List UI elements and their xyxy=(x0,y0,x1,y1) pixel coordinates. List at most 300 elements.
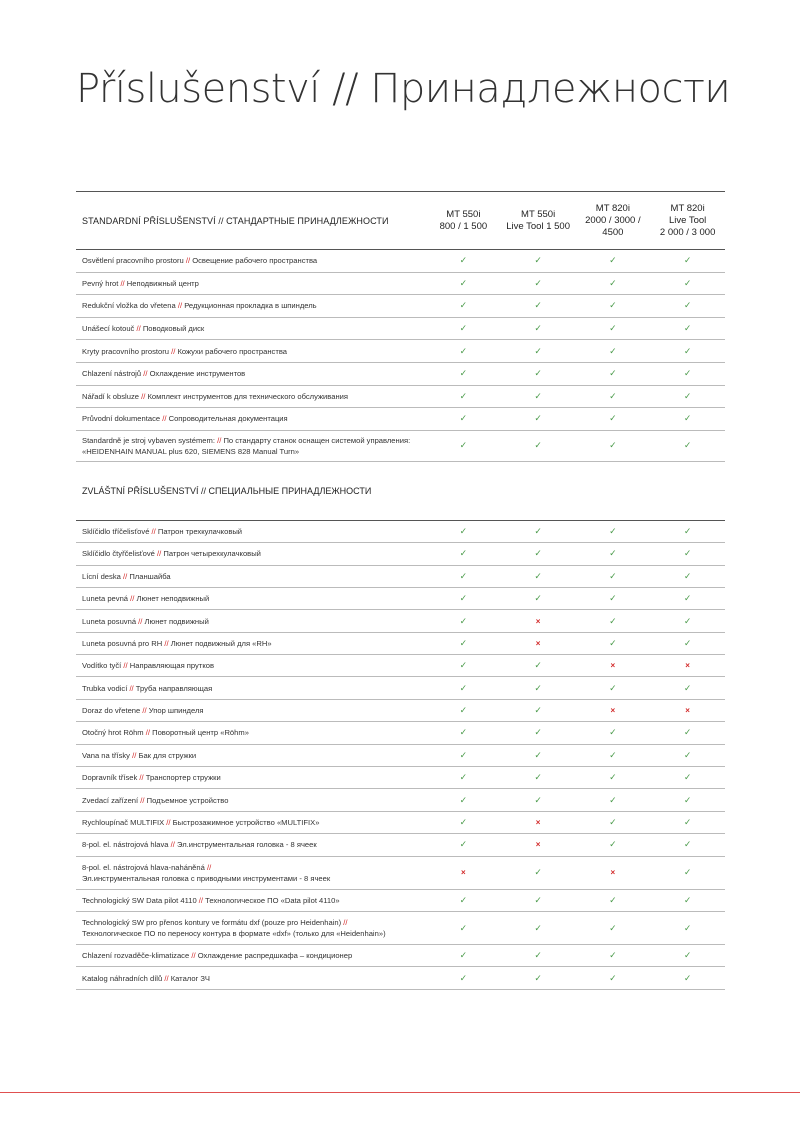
label-separator: // xyxy=(206,862,212,872)
cross-icon: × xyxy=(535,818,541,828)
availability-cell xyxy=(650,632,725,654)
availability-cell xyxy=(426,767,501,789)
page-bottom-rule xyxy=(0,1092,800,1093)
check-icon: ✓ xyxy=(609,345,617,356)
check-icon: ✓ xyxy=(683,300,692,311)
check-icon: ✓ xyxy=(609,368,617,379)
accessory-label xyxy=(76,520,426,542)
availability-cell xyxy=(650,811,725,833)
label-separator: // xyxy=(122,571,128,581)
table-row xyxy=(76,543,725,565)
availability-cell xyxy=(501,340,576,363)
accessory-label xyxy=(76,565,426,587)
special-accessories-section xyxy=(76,461,725,520)
accessory-label xyxy=(76,430,426,461)
table-row xyxy=(76,385,725,408)
accessory-label xyxy=(76,362,426,385)
availability-cell xyxy=(426,699,501,721)
availability-cell xyxy=(501,362,576,385)
label-separator: // xyxy=(132,750,137,760)
availability-cell xyxy=(650,967,725,989)
column-header-mt550i-live-tool xyxy=(501,192,576,250)
accessory-name-czech: Luneta posuvná xyxy=(82,616,137,626)
accessory-label xyxy=(76,543,426,565)
accessory-name-czech: Katalog náhradních dílů xyxy=(82,973,163,983)
availability-cell xyxy=(426,565,501,587)
accessory-name-russian: Охлаждение распредшкафа – кондиционер xyxy=(197,951,353,961)
availability-cell xyxy=(426,587,501,609)
availability-cell xyxy=(576,744,651,766)
accessory-name-russian-continued: Технологическое ПО по переносу контура в формате «dxf» (только для «Heidenhain») xyxy=(82,929,386,938)
check-icon: ✓ xyxy=(459,277,468,288)
availability-cell xyxy=(576,340,651,363)
label-separator: // xyxy=(185,256,191,266)
table-row xyxy=(76,945,725,967)
availability-cell xyxy=(576,430,651,461)
accessory-label xyxy=(76,250,426,273)
table-row xyxy=(76,430,725,461)
page-title xyxy=(76,66,730,112)
availability-cell xyxy=(650,430,725,461)
check-icon: ✓ xyxy=(683,323,692,334)
availability-cell xyxy=(650,945,725,967)
check-icon: ✓ xyxy=(459,660,468,671)
cross-icon: × xyxy=(610,706,616,716)
accessory-label xyxy=(76,744,426,766)
check-icon: ✓ xyxy=(683,749,692,760)
title-separator: // xyxy=(332,66,359,112)
table-row xyxy=(76,811,725,833)
check-icon: ✓ xyxy=(609,894,617,905)
check-icon: ✓ xyxy=(534,593,542,604)
accessory-name-czech: Standardně je stroj vybaven systémem: xyxy=(82,435,215,445)
check-icon: ✓ xyxy=(609,413,617,424)
cross-icon: × xyxy=(461,868,466,878)
check-icon: ✓ xyxy=(459,615,468,626)
check-icon: ✓ xyxy=(683,548,692,559)
availability-cell xyxy=(650,340,725,363)
accessory-name-russian: Поворотный центр «Röhm» xyxy=(152,728,249,738)
availability-cell xyxy=(576,610,651,632)
label-separator: // xyxy=(123,661,128,671)
availability-cell xyxy=(501,744,576,766)
check-icon: ✓ xyxy=(683,727,692,738)
check-icon: ✓ xyxy=(609,300,617,311)
accessory-name-russian: Кожухи рабочего пространства xyxy=(177,346,287,356)
label-separator: // xyxy=(177,301,183,311)
table-row xyxy=(76,767,725,789)
check-icon: ✓ xyxy=(534,727,542,738)
availability-cell xyxy=(576,250,651,273)
column-header-line: MT 820i xyxy=(595,202,630,214)
availability-cell xyxy=(501,385,576,408)
column-header-line: 800 / 1 500 xyxy=(439,220,488,232)
accessory-label xyxy=(76,295,426,318)
accessory-name-russian: Охлаждение инструментов xyxy=(149,369,246,379)
check-icon: ✓ xyxy=(683,894,692,905)
accessory-name-czech: Kryty pracovního prostoru xyxy=(82,346,169,356)
availability-cell xyxy=(426,295,501,318)
availability-cell xyxy=(650,677,725,699)
cross-icon: × xyxy=(535,638,541,648)
label-separator: // xyxy=(129,683,134,693)
check-icon: ✓ xyxy=(683,368,692,379)
availability-cell xyxy=(426,408,501,431)
check-icon: ✓ xyxy=(609,277,617,288)
accessory-label xyxy=(76,655,426,677)
accessory-label xyxy=(76,385,426,408)
standard-accessories-body xyxy=(76,250,725,462)
accessories-table xyxy=(76,191,725,990)
availability-cell xyxy=(650,520,725,542)
check-icon: ✓ xyxy=(609,727,617,738)
label-separator: // xyxy=(139,773,144,783)
availability-cell xyxy=(576,408,651,431)
check-icon: ✓ xyxy=(609,972,617,983)
availability-cell xyxy=(501,889,576,911)
accessory-name-russian: Освещение рабочего пространства xyxy=(192,256,318,266)
accessory-label xyxy=(76,834,426,856)
availability-cell xyxy=(501,834,576,856)
availability-cell xyxy=(426,834,501,856)
table-row xyxy=(76,565,725,587)
accessory-name-russian: Редукционная прокладка в шпиндель xyxy=(184,301,317,311)
availability-cell xyxy=(576,889,651,911)
check-icon: ✓ xyxy=(609,950,617,961)
accessory-label xyxy=(76,856,426,889)
availability-cell xyxy=(501,967,576,989)
availability-cell xyxy=(576,767,651,789)
column-header-line: Live Tool 1 500 xyxy=(506,220,570,232)
check-icon: ✓ xyxy=(609,682,617,693)
check-icon: ✓ xyxy=(609,637,617,648)
check-icon: ✓ xyxy=(534,368,542,379)
availability-cell xyxy=(501,945,576,967)
availability-cell xyxy=(650,744,725,766)
availability-cell xyxy=(576,632,651,654)
accessory-name-russian: Бак для стружки xyxy=(138,750,197,760)
label-separator: // xyxy=(162,414,167,424)
check-icon: ✓ xyxy=(609,615,617,626)
availability-cell xyxy=(501,722,576,744)
label-separator: // xyxy=(157,549,162,559)
availability-cell xyxy=(501,565,576,587)
availability-cell xyxy=(650,408,725,431)
accessory-name-czech: Sklíčidlo tříčelisťové xyxy=(82,526,150,536)
accessory-name-czech: Otočný hrot Röhm xyxy=(82,728,144,738)
accessory-label xyxy=(76,677,426,699)
column-header-line: 4500 xyxy=(602,226,624,238)
accessory-label xyxy=(76,811,426,833)
check-icon: ✓ xyxy=(459,972,468,983)
check-icon: ✓ xyxy=(683,772,692,783)
availability-cell xyxy=(501,272,576,295)
standard-accessories-heading: STANDARDNÍ PŘÍSLUŠENSTVÍ // СТАНДАРТНЫЕ ПРИНАДЛЕЖНОСТИ xyxy=(82,215,389,226)
label-separator: // xyxy=(151,526,156,536)
check-icon: ✓ xyxy=(683,950,692,961)
table-row xyxy=(76,722,725,744)
cross-icon: × xyxy=(610,868,616,878)
availability-cell xyxy=(501,543,576,565)
availability-cell xyxy=(576,272,651,295)
availability-cell xyxy=(650,543,725,565)
check-icon: ✓ xyxy=(459,525,468,536)
table-row xyxy=(76,856,725,889)
cross-icon: × xyxy=(535,840,541,850)
cross-icon: × xyxy=(685,661,690,671)
accessory-name-russian: Каталог ЗЧ xyxy=(170,973,210,983)
accessory-name-czech: Průvodní dokumentace xyxy=(82,414,161,424)
availability-cell xyxy=(576,520,651,542)
accessory-name-czech: Technologický SW pro přenos kontury ve formátu dxf (pouze pro Heidenhain) xyxy=(82,918,342,927)
check-icon: ✓ xyxy=(609,323,617,334)
accessory-label xyxy=(76,889,426,911)
availability-cell xyxy=(576,362,651,385)
accessory-name-russian: Труба направляющая xyxy=(135,683,213,693)
availability-cell xyxy=(426,811,501,833)
availability-cell xyxy=(501,295,576,318)
check-icon: ✓ xyxy=(534,660,542,671)
availability-cell xyxy=(426,317,501,340)
table-row xyxy=(76,677,725,699)
availability-cell xyxy=(650,722,725,744)
availability-cell xyxy=(576,655,651,677)
title-czech: Příslušenství xyxy=(76,66,320,112)
availability-cell xyxy=(650,699,725,721)
check-icon: ✓ xyxy=(683,839,692,850)
availability-cell xyxy=(576,789,651,811)
table-row xyxy=(76,744,725,766)
check-icon: ✓ xyxy=(534,794,542,805)
column-header-line: MT 550i xyxy=(446,208,481,220)
availability-cell xyxy=(426,722,501,744)
accessory-label xyxy=(76,587,426,609)
availability-cell xyxy=(501,520,576,542)
check-icon: ✓ xyxy=(609,839,617,850)
column-header-mt550i xyxy=(426,192,501,250)
check-icon: ✓ xyxy=(534,772,542,783)
check-icon: ✓ xyxy=(459,794,468,805)
check-icon: ✓ xyxy=(534,950,542,961)
availability-cell xyxy=(650,362,725,385)
table-header-row xyxy=(76,192,725,250)
accessory-label xyxy=(76,912,426,945)
check-icon: ✓ xyxy=(534,440,542,451)
availability-cell xyxy=(576,677,651,699)
accessory-name-russian: Патрон трехкулачковый xyxy=(157,526,243,536)
check-icon: ✓ xyxy=(683,682,692,693)
accessory-name-czech: Sklíčidlo čtyřčelisťové xyxy=(82,549,155,559)
accessory-name-russian: Транспортер стружки xyxy=(145,773,221,783)
availability-cell xyxy=(426,340,501,363)
check-icon: ✓ xyxy=(459,817,468,828)
check-icon: ✓ xyxy=(534,705,542,716)
availability-cell xyxy=(501,856,576,889)
check-icon: ✓ xyxy=(534,525,542,536)
table-row xyxy=(76,699,725,721)
availability-cell xyxy=(576,722,651,744)
column-header-line: Live Tool xyxy=(668,214,707,226)
availability-cell xyxy=(501,408,576,431)
accessory-name-czech: Vodítko tyčí xyxy=(82,661,122,671)
label-separator: // xyxy=(143,369,148,379)
table-row xyxy=(76,250,725,273)
accessory-label xyxy=(76,967,426,989)
column-header-line: MT 550i xyxy=(521,208,556,220)
accessory-name-russian: Патрон четырехкулачковый xyxy=(163,549,261,559)
accessory-label xyxy=(76,610,426,632)
accessory-label xyxy=(76,699,426,721)
check-icon: ✓ xyxy=(683,277,692,288)
accessory-name-russian: Эл.инструментальная головка - 8 ячеек xyxy=(177,840,317,850)
availability-cell xyxy=(650,834,725,856)
availability-cell xyxy=(501,610,576,632)
column-header-line: MT 820i xyxy=(670,202,705,214)
check-icon: ✓ xyxy=(683,922,692,933)
availability-cell xyxy=(576,967,651,989)
check-icon: ✓ xyxy=(534,682,542,693)
check-icon: ✓ xyxy=(683,413,692,424)
label-separator: // xyxy=(136,324,141,334)
accessory-name-russian-continued: «HEIDENHAIN MANUAL plus 620, SIEMENS 828 Manual Turn» xyxy=(82,446,300,456)
check-icon: ✓ xyxy=(534,300,542,311)
check-icon: ✓ xyxy=(609,817,617,828)
special-accessories-heading-row xyxy=(76,461,725,520)
label-separator: // xyxy=(138,616,143,626)
title-russian: Принадлежности xyxy=(370,66,731,112)
check-icon: ✓ xyxy=(459,300,468,311)
check-icon: ✓ xyxy=(609,525,617,536)
availability-cell xyxy=(501,677,576,699)
table-row xyxy=(76,610,725,632)
accessory-label xyxy=(76,722,426,744)
accessory-name-russian: Поводковый диск xyxy=(142,324,205,334)
check-icon: ✓ xyxy=(534,922,542,933)
table-row xyxy=(76,362,725,385)
check-icon: ✓ xyxy=(609,548,617,559)
table-row xyxy=(76,655,725,677)
check-icon: ✓ xyxy=(459,894,468,905)
label-separator: // xyxy=(198,895,204,905)
check-icon: ✓ xyxy=(609,922,617,933)
table-row xyxy=(76,632,725,654)
availability-cell xyxy=(650,856,725,889)
check-icon: ✓ xyxy=(459,950,468,961)
availability-cell xyxy=(426,889,501,911)
accessory-name-czech: Technologický SW Data pilot 4110 xyxy=(82,895,197,905)
table-row xyxy=(76,889,725,911)
accessory-label xyxy=(76,317,426,340)
check-icon: ✓ xyxy=(683,570,692,581)
check-icon: ✓ xyxy=(534,570,542,581)
column-header-mt820i-live-tool xyxy=(650,192,725,250)
availability-cell xyxy=(501,587,576,609)
check-icon: ✓ xyxy=(683,525,692,536)
availability-cell xyxy=(501,250,576,273)
check-icon: ✓ xyxy=(683,390,692,401)
accessory-name-czech: Chlazení nástrojů xyxy=(82,369,142,379)
accessory-label xyxy=(76,408,426,431)
availability-cell xyxy=(426,912,501,945)
column-header-mt820i xyxy=(576,192,651,250)
check-icon: ✓ xyxy=(459,345,468,356)
check-icon: ✓ xyxy=(609,794,617,805)
accessory-name-russian: Комплект инструментов для технического обслуживания xyxy=(147,391,349,401)
check-icon: ✓ xyxy=(609,440,617,451)
table-row xyxy=(76,912,725,945)
availability-cell xyxy=(501,811,576,833)
accessory-name-czech: 8-pol. el. nástrojová hlava-naháněná xyxy=(82,862,205,872)
availability-cell xyxy=(426,677,501,699)
availability-cell xyxy=(426,967,501,989)
check-icon: ✓ xyxy=(609,570,617,581)
check-icon: ✓ xyxy=(534,345,542,356)
availability-cell xyxy=(426,250,501,273)
label-separator: // xyxy=(120,278,125,288)
check-icon: ✓ xyxy=(534,749,542,760)
accessory-name-czech: Luneta posuvná pro RH xyxy=(82,638,163,648)
availability-cell xyxy=(576,385,651,408)
check-icon: ✓ xyxy=(459,682,468,693)
availability-cell xyxy=(426,744,501,766)
availability-cell xyxy=(576,699,651,721)
availability-cell xyxy=(576,811,651,833)
label-separator: // xyxy=(164,638,169,648)
accessory-name-czech: Redukční vložka do vřetena xyxy=(82,301,176,311)
accessory-name-czech: Rychloupínač MULTIFIX xyxy=(82,818,165,828)
check-icon: ✓ xyxy=(459,570,468,581)
accessory-name-czech: Pevný hrot xyxy=(82,278,119,288)
accessory-name-russian: Упор шпинделя xyxy=(148,706,204,716)
check-icon: ✓ xyxy=(609,772,617,783)
check-icon: ✓ xyxy=(459,839,468,850)
accessory-label xyxy=(76,340,426,363)
availability-cell xyxy=(576,587,651,609)
column-header-line: 2 000 / 3 000 xyxy=(659,226,716,238)
accessory-name-russian: Люнет неподвижный xyxy=(136,594,210,604)
check-icon: ✓ xyxy=(459,390,468,401)
table-row xyxy=(76,272,725,295)
table-row xyxy=(76,295,725,318)
check-icon: ✓ xyxy=(459,548,468,559)
check-icon: ✓ xyxy=(459,749,468,760)
check-icon: ✓ xyxy=(683,255,692,266)
accessory-label xyxy=(76,632,426,654)
check-icon: ✓ xyxy=(459,922,468,933)
availability-cell xyxy=(650,655,725,677)
table-row xyxy=(76,340,725,363)
availability-cell xyxy=(426,610,501,632)
check-icon: ✓ xyxy=(534,390,542,401)
table-row xyxy=(76,967,725,989)
check-icon: ✓ xyxy=(459,705,468,716)
accessory-name-czech: Luneta pevná xyxy=(82,594,129,604)
accessory-name-russian: Неподвижный центр xyxy=(126,278,199,288)
accessory-name-russian: Быстрозажимное устройство «MULTIFIX» xyxy=(172,818,320,828)
label-separator: // xyxy=(141,391,146,401)
accessory-name-russian: Планшайба xyxy=(129,571,171,581)
label-separator: // xyxy=(343,918,348,927)
check-icon: ✓ xyxy=(459,255,468,266)
availability-cell xyxy=(426,543,501,565)
accessory-name-czech: 8-pol. el. nástrojová hlava xyxy=(82,840,169,850)
availability-cell xyxy=(426,789,501,811)
availability-cell xyxy=(650,889,725,911)
check-icon: ✓ xyxy=(534,277,542,288)
availability-cell xyxy=(426,272,501,295)
check-icon: ✓ xyxy=(459,727,468,738)
label-separator: // xyxy=(164,973,169,983)
